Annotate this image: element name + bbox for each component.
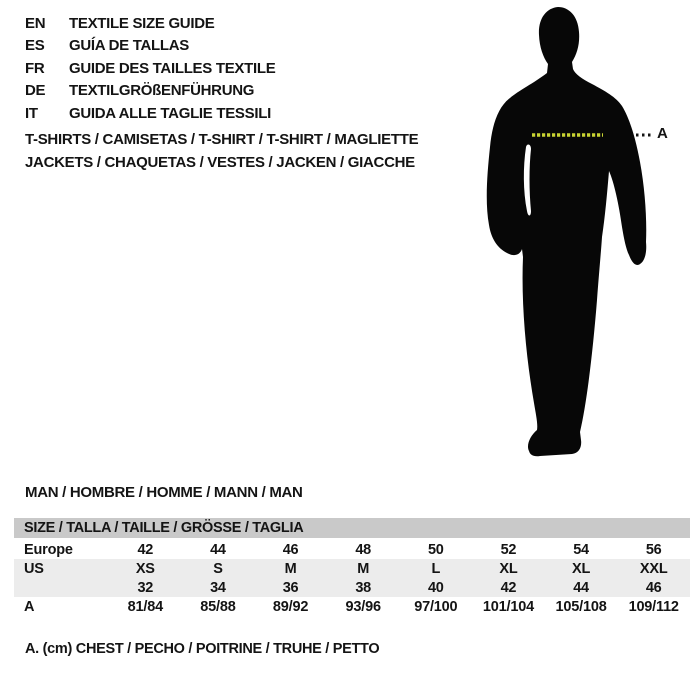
table-cell: 93/96: [345, 598, 381, 615]
section-title-man: MAN / HOMBRE / HOMME / MANN / MAN: [25, 484, 303, 501]
table-cell: 44: [210, 541, 226, 558]
language-row-it: [25, 102, 275, 125]
man-silhouette-body: [487, 7, 646, 456]
table-cell: 48: [355, 541, 372, 558]
row-label: A: [24, 598, 35, 615]
language-row-de: [25, 80, 275, 103]
table-row-us: [14, 559, 690, 578]
table-cell: S: [213, 560, 223, 577]
language-label: TEXTILE SIZE GUIDE: [69, 14, 215, 32]
table-cell: XXL: [639, 560, 668, 577]
category-jackets: JACKETS / CHAQUETAS / VESTES / JACKEN / GIACCHE: [25, 154, 415, 171]
man-silhouette-svg: [470, 5, 670, 460]
row-label: Europe: [24, 541, 73, 558]
table-cell: 56: [645, 541, 662, 558]
size-table-header-label: SIZE / TALLA / TAILLE / GRÖSSE / TAGLIA: [24, 520, 304, 536]
language-list: [25, 12, 275, 125]
table-cell: 54: [573, 541, 589, 558]
language-row-es: [25, 35, 275, 58]
table-cell: M: [357, 560, 370, 577]
table-cell: 52: [500, 541, 517, 558]
table-cell: 42: [500, 579, 517, 596]
table-cell: XL: [571, 560, 591, 577]
table-cell: 34: [210, 579, 226, 596]
language-code: FR: [25, 59, 45, 77]
table-cell: XS: [135, 560, 155, 577]
table-cell: 89/92: [272, 598, 309, 615]
table-cell: 109/112: [628, 598, 679, 615]
language-label: GUÍA DE TALLAS: [69, 37, 189, 55]
man-silhouette-figure: [470, 5, 670, 460]
language-code: EN: [25, 14, 46, 32]
table-cell: 81/84: [127, 598, 163, 615]
table-row-numeric: [14, 578, 690, 597]
measurement-footnote: A. (cm) CHEST / PECHO / POITRINE / TRUHE / PETTO: [25, 641, 380, 657]
table-cell: 32: [137, 579, 154, 596]
table-cell: 42: [137, 541, 154, 558]
table-row-chest-a: [14, 597, 690, 616]
measure-label-a: A: [657, 125, 668, 142]
table-cell: 38: [355, 579, 372, 596]
language-label: GUIDE DES TAILLES TEXTILE: [69, 59, 276, 77]
table-cell: 36: [282, 579, 299, 596]
table-cell: 50: [427, 541, 444, 558]
size-table-header: [14, 518, 690, 538]
language-row-fr: [25, 57, 275, 80]
table-cell: 40: [427, 579, 444, 596]
table-cell: L: [431, 560, 441, 577]
language-code: DE: [25, 82, 46, 100]
size-table: [14, 518, 690, 616]
language-label: TEXTILGRÖßENFÜHRUNG: [69, 82, 255, 100]
table-cell: 105/108: [555, 598, 607, 615]
language-label: GUIDA ALLE TAGLIE TESSILI: [69, 104, 271, 122]
table-cell: 44: [573, 579, 589, 596]
language-row-en: [25, 12, 275, 35]
language-code: IT: [25, 104, 38, 122]
table-cell: 101/104: [482, 598, 534, 615]
table-cell: 46: [645, 579, 662, 596]
table-cell: XL: [499, 560, 518, 577]
row-label: US: [24, 560, 44, 577]
category-list: [25, 128, 418, 174]
category-tshirts: T-SHIRTS / CAMISETAS / T-SHIRT / T-SHIRT / MAGLIETTE: [25, 131, 419, 148]
table-cell: M: [284, 560, 297, 577]
language-code: ES: [25, 37, 45, 55]
table-cell: 85/88: [200, 598, 236, 615]
table-cell: 97/100: [414, 598, 458, 615]
table-cell: 46: [282, 541, 299, 558]
table-row-europe: [14, 540, 690, 559]
